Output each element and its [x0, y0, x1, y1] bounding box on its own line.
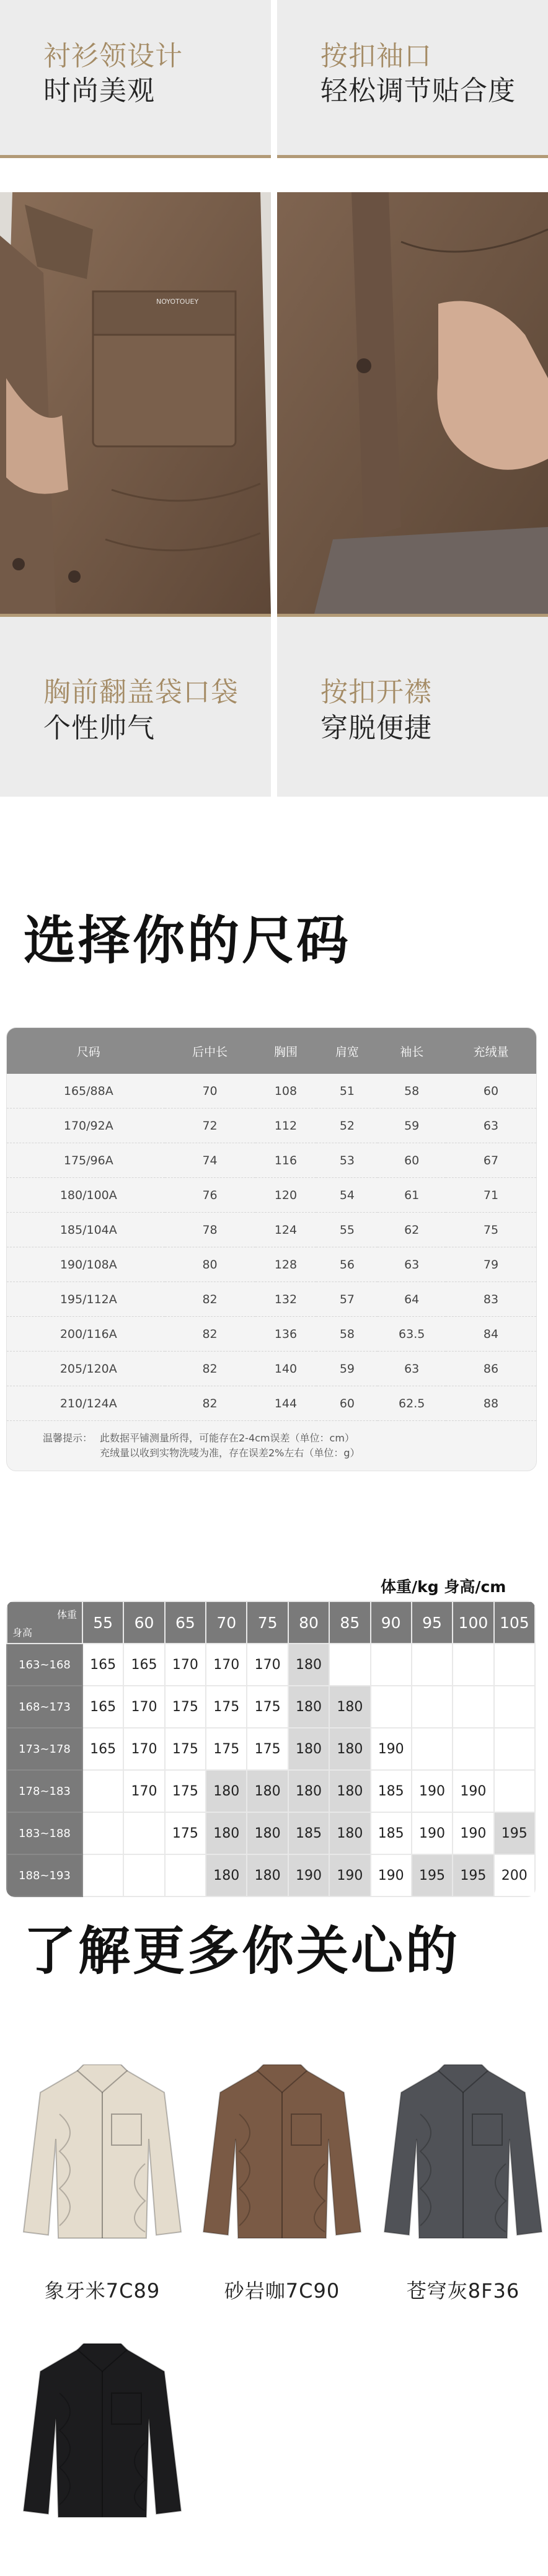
weight-height-grid — [6, 1601, 536, 1897]
grid-empty-cell — [494, 1728, 535, 1770]
size-value-cell: 58 — [378, 1074, 446, 1109]
size-value-cell: 67 — [446, 1143, 536, 1178]
size-row — [7, 1213, 536, 1247]
size-value-cell: 53 — [316, 1143, 378, 1178]
grid-size-cell: 180 — [329, 1728, 370, 1770]
jacket-icon — [19, 2344, 186, 2523]
feature-subtitle: 轻松调节贴合度 — [320, 75, 516, 107]
size-value-cell: 124 — [255, 1213, 317, 1247]
jacket-icon — [379, 2065, 547, 2244]
size-value-cell: 140 — [255, 1352, 317, 1386]
feature-tile-cuff — [277, 0, 548, 158]
header-length: 后中长 — [165, 1028, 255, 1074]
grid-size-cell: 190 — [288, 1854, 329, 1897]
height-label-cell: 178~183 — [7, 1770, 82, 1812]
size-value-cell: 72 — [165, 1109, 255, 1143]
grid-empty-cell — [453, 1644, 493, 1686]
grid-size-cell: 195 — [494, 1812, 535, 1854]
grid-empty-cell — [494, 1686, 535, 1728]
header-sleeve: 袖长 — [378, 1028, 446, 1074]
size-value-cell: 75 — [446, 1213, 536, 1247]
weight-header-cell: 80 — [288, 1601, 329, 1644]
header-down-fill: 充绒量 — [446, 1028, 536, 1074]
size-value-cell: 88 — [446, 1386, 536, 1421]
size-value-cell: 79 — [446, 1247, 536, 1282]
grid-size-cell: 200 — [494, 1854, 535, 1897]
weight-header-cell: 55 — [82, 1601, 123, 1644]
size-value-cell: 82 — [165, 1317, 255, 1352]
grid-size-cell: 180 — [247, 1812, 288, 1854]
size-value-cell: 84 — [446, 1317, 536, 1352]
weight-header-cell: 65 — [165, 1601, 206, 1644]
grid-size-cell: 170 — [123, 1728, 164, 1770]
weight-header-cell: 95 — [412, 1601, 453, 1644]
grid-size-cell: 180 — [206, 1812, 247, 1854]
size-value-cell: 60 — [378, 1143, 446, 1178]
grid-empty-cell — [329, 1644, 370, 1686]
product-card[interactable] — [198, 2065, 366, 2303]
grid-row — [7, 1770, 535, 1812]
grid-size-cell: 175 — [165, 1770, 206, 1812]
product-card[interactable] — [19, 2065, 186, 2303]
grid-size-cell: 175 — [165, 1728, 206, 1770]
size-note — [7, 1421, 536, 1471]
logo-mark: NOYOTOUEY — [156, 298, 199, 306]
note-label: 温馨提示： — [43, 1432, 93, 1444]
grid-size-cell: 180 — [247, 1770, 288, 1812]
size-value-cell: 59 — [316, 1352, 378, 1386]
size-row — [7, 1143, 536, 1178]
corner-height: 身高 — [12, 1627, 33, 1639]
height-label-cell: 183~188 — [7, 1812, 82, 1854]
size-value-cell: 120 — [255, 1178, 317, 1213]
grid-size-cell: 170 — [165, 1644, 206, 1686]
height-label-cell: 163~168 — [7, 1644, 82, 1686]
accent-divider — [0, 155, 271, 158]
size-value-cell: 132 — [255, 1282, 317, 1317]
size-row — [7, 1074, 536, 1109]
size-label-cell: 210/124A — [7, 1386, 165, 1421]
grid-size-cell: 180 — [288, 1686, 329, 1728]
size-value-cell: 71 — [446, 1178, 536, 1213]
size-section-title: 选择你的尺码 — [24, 910, 351, 971]
size-value-cell: 63 — [378, 1352, 446, 1386]
size-label-cell: 200/116A — [7, 1317, 165, 1352]
grid-empty-cell — [494, 1644, 535, 1686]
accent-divider — [277, 614, 548, 617]
grid-empty-cell — [123, 1812, 164, 1854]
grid-size-cell: 175 — [247, 1728, 288, 1770]
grid-size-cell: 190 — [329, 1854, 370, 1897]
size-value-cell: 51 — [316, 1074, 378, 1109]
grid-size-cell: 190 — [412, 1770, 453, 1812]
product-name: 砂岩咖7C90 — [224, 2279, 340, 2303]
photo-chest-pocket — [0, 192, 271, 614]
product-card[interactable] — [19, 2344, 186, 2526]
size-row — [7, 1178, 536, 1213]
jacket-pocket-illustration — [0, 192, 271, 614]
grid-size-cell: 190 — [412, 1812, 453, 1854]
grid-row — [7, 1728, 535, 1770]
grid-size-cell: 175 — [165, 1812, 206, 1854]
product-name: 象牙米7C89 — [44, 2279, 161, 2303]
feature-title: 胸前翻盖袋口袋 — [43, 676, 239, 708]
feature-title: 衬衫领设计 — [43, 40, 183, 72]
grid-unit-caption: 体重/kg 身高/cm — [381, 1578, 506, 1596]
size-value-cell: 59 — [378, 1109, 446, 1143]
size-value-cell: 86 — [446, 1352, 536, 1386]
grid-empty-cell — [371, 1686, 412, 1728]
product-card[interactable] — [379, 2065, 547, 2303]
header-shoulder: 肩宽 — [316, 1028, 378, 1074]
size-row — [7, 1352, 536, 1386]
size-row — [7, 1109, 536, 1143]
size-value-cell: 52 — [316, 1109, 378, 1143]
size-value-cell: 112 — [255, 1109, 317, 1143]
size-value-cell: 63 — [446, 1109, 536, 1143]
grid-size-cell: 165 — [123, 1644, 164, 1686]
grid-size-cell: 180 — [329, 1812, 370, 1854]
grid-size-cell: 170 — [123, 1770, 164, 1812]
grid-size-cell: 165 — [82, 1728, 123, 1770]
size-value-cell: 58 — [316, 1317, 378, 1352]
height-label-cell: 188~193 — [7, 1854, 82, 1897]
note-line: 此数据平铺测量所得，可能存在2-4cm误差（单位：cm） — [100, 1432, 355, 1444]
size-value-cell: 83 — [446, 1282, 536, 1317]
size-value-cell: 57 — [316, 1282, 378, 1317]
grid-row — [7, 1854, 535, 1897]
size-chart — [6, 1027, 537, 1471]
grid-size-cell: 180 — [288, 1770, 329, 1812]
size-value-cell: 64 — [378, 1282, 446, 1317]
size-value-cell: 136 — [255, 1317, 317, 1352]
grid-size-cell: 175 — [247, 1686, 288, 1728]
feature-tile-collar — [0, 0, 271, 158]
size-value-cell: 80 — [165, 1247, 255, 1282]
grid-size-cell: 180 — [329, 1686, 370, 1728]
size-row — [7, 1282, 536, 1317]
size-label-cell: 185/104A — [7, 1213, 165, 1247]
size-label-cell: 165/88A — [7, 1074, 165, 1109]
grid-empty-cell — [82, 1812, 123, 1854]
grid-size-cell: 180 — [288, 1644, 329, 1686]
grid-size-cell: 180 — [206, 1770, 247, 1812]
weight-header-cell: 70 — [206, 1601, 247, 1644]
feature-tile-placket — [277, 614, 548, 797]
product-name: 苍穹灰8F36 — [406, 2279, 520, 2303]
weight-header-cell: 100 — [453, 1601, 493, 1644]
size-value-cell: 108 — [255, 1074, 317, 1109]
grid-size-cell: 170 — [206, 1644, 247, 1686]
feature-subtitle: 个性帅气 — [43, 712, 155, 744]
feature-tile-pocket — [0, 614, 271, 797]
size-value-cell: 54 — [316, 1178, 378, 1213]
grid-empty-cell — [123, 1854, 164, 1897]
size-row — [7, 1247, 536, 1282]
grid-size-cell: 185 — [288, 1812, 329, 1854]
size-value-cell: 63.5 — [378, 1317, 446, 1352]
corner-weight: 体重 — [56, 1609, 77, 1621]
jacket-icon — [198, 2065, 366, 2244]
grid-size-cell: 175 — [206, 1728, 247, 1770]
size-value-cell: 70 — [165, 1074, 255, 1109]
height-label-cell: 173~178 — [7, 1728, 82, 1770]
feature-subtitle: 时尚美观 — [43, 75, 155, 107]
size-value-cell: 56 — [316, 1247, 378, 1282]
size-value-cell: 60 — [316, 1386, 378, 1421]
weight-header-cell: 60 — [123, 1601, 164, 1644]
weight-header-cell: 85 — [329, 1601, 370, 1644]
grid-empty-cell — [412, 1644, 453, 1686]
grid-empty-cell — [412, 1686, 453, 1728]
grid-size-cell: 180 — [288, 1728, 329, 1770]
size-row — [7, 1386, 536, 1421]
grid-empty-cell — [82, 1854, 123, 1897]
note-line: 充绒量以收到实物洗唛为准，存在误差2%左右（单位：g） — [100, 1447, 360, 1459]
grid-empty-cell — [494, 1770, 535, 1812]
grid-size-cell: 180 — [329, 1770, 370, 1812]
grid-size-cell: 190 — [371, 1728, 412, 1770]
size-value-cell: 63 — [378, 1247, 446, 1282]
accent-divider — [0, 614, 271, 617]
jacket-icon — [19, 2065, 186, 2244]
size-value-cell: 76 — [165, 1178, 255, 1213]
grid-size-cell: 185 — [371, 1812, 412, 1854]
size-label-cell: 190/108A — [7, 1247, 165, 1282]
size-value-cell: 74 — [165, 1143, 255, 1178]
grid-size-cell: 175 — [206, 1686, 247, 1728]
grid-size-cell: 180 — [247, 1854, 288, 1897]
size-value-cell: 128 — [255, 1247, 317, 1282]
size-label-cell: 175/96A — [7, 1143, 165, 1178]
height-label-cell: 168~173 — [7, 1686, 82, 1728]
grid-size-cell: 190 — [371, 1854, 412, 1897]
grid-size-cell: 165 — [82, 1644, 123, 1686]
size-value-cell: 116 — [255, 1143, 317, 1178]
grid-row — [7, 1644, 535, 1686]
grid-size-cell: 175 — [165, 1686, 206, 1728]
size-value-cell: 60 — [446, 1074, 536, 1109]
grid-empty-cell — [453, 1686, 493, 1728]
size-value-cell: 78 — [165, 1213, 255, 1247]
size-label-cell: 180/100A — [7, 1178, 165, 1213]
grid-size-cell: 195 — [453, 1854, 493, 1897]
size-row — [7, 1317, 536, 1352]
grid-size-cell: 170 — [123, 1686, 164, 1728]
size-value-cell: 62.5 — [378, 1386, 446, 1421]
size-chart-header — [7, 1028, 536, 1074]
grid-empty-cell — [453, 1728, 493, 1770]
accent-divider — [277, 155, 548, 158]
grid-size-cell: 190 — [453, 1812, 493, 1854]
size-value-cell: 62 — [378, 1213, 446, 1247]
size-value-cell: 144 — [255, 1386, 317, 1421]
grid-size-cell: 185 — [371, 1770, 412, 1812]
size-value-cell: 82 — [165, 1282, 255, 1317]
more-section-title: 了解更多你关心的 — [24, 1921, 461, 1981]
size-value-cell: 82 — [165, 1386, 255, 1421]
size-label-cell: 205/120A — [7, 1352, 165, 1386]
feature-subtitle: 穿脱便捷 — [320, 712, 432, 744]
grid-size-cell: 180 — [206, 1854, 247, 1897]
size-value-cell: 82 — [165, 1352, 255, 1386]
size-label-cell: 170/92A — [7, 1109, 165, 1143]
grid-size-cell: 165 — [82, 1686, 123, 1728]
grid-row — [7, 1812, 535, 1854]
size-value-cell: 55 — [316, 1213, 378, 1247]
header-size: 尺码 — [7, 1028, 165, 1074]
feature-title: 按扣袖口 — [320, 40, 432, 72]
grid-empty-cell — [371, 1644, 412, 1686]
grid-size-cell: 195 — [412, 1854, 453, 1897]
photo-snap-placket — [277, 192, 548, 614]
grid-empty-cell — [165, 1854, 206, 1897]
weight-header-cell: 105 — [494, 1601, 535, 1644]
size-label-cell: 195/112A — [7, 1282, 165, 1317]
grid-corner — [7, 1601, 82, 1644]
grid-empty-cell — [82, 1770, 123, 1812]
feature-title: 按扣开襟 — [320, 676, 432, 708]
grid-row — [7, 1686, 535, 1728]
grid-size-cell: 190 — [453, 1770, 493, 1812]
size-value-cell: 61 — [378, 1178, 446, 1213]
header-chest: 胸围 — [255, 1028, 317, 1074]
weight-header-cell: 75 — [247, 1601, 288, 1644]
grid-empty-cell — [412, 1728, 453, 1770]
grid-size-cell: 170 — [247, 1644, 288, 1686]
weight-header-cell: 90 — [371, 1601, 412, 1644]
jacket-placket-illustration — [277, 192, 548, 614]
